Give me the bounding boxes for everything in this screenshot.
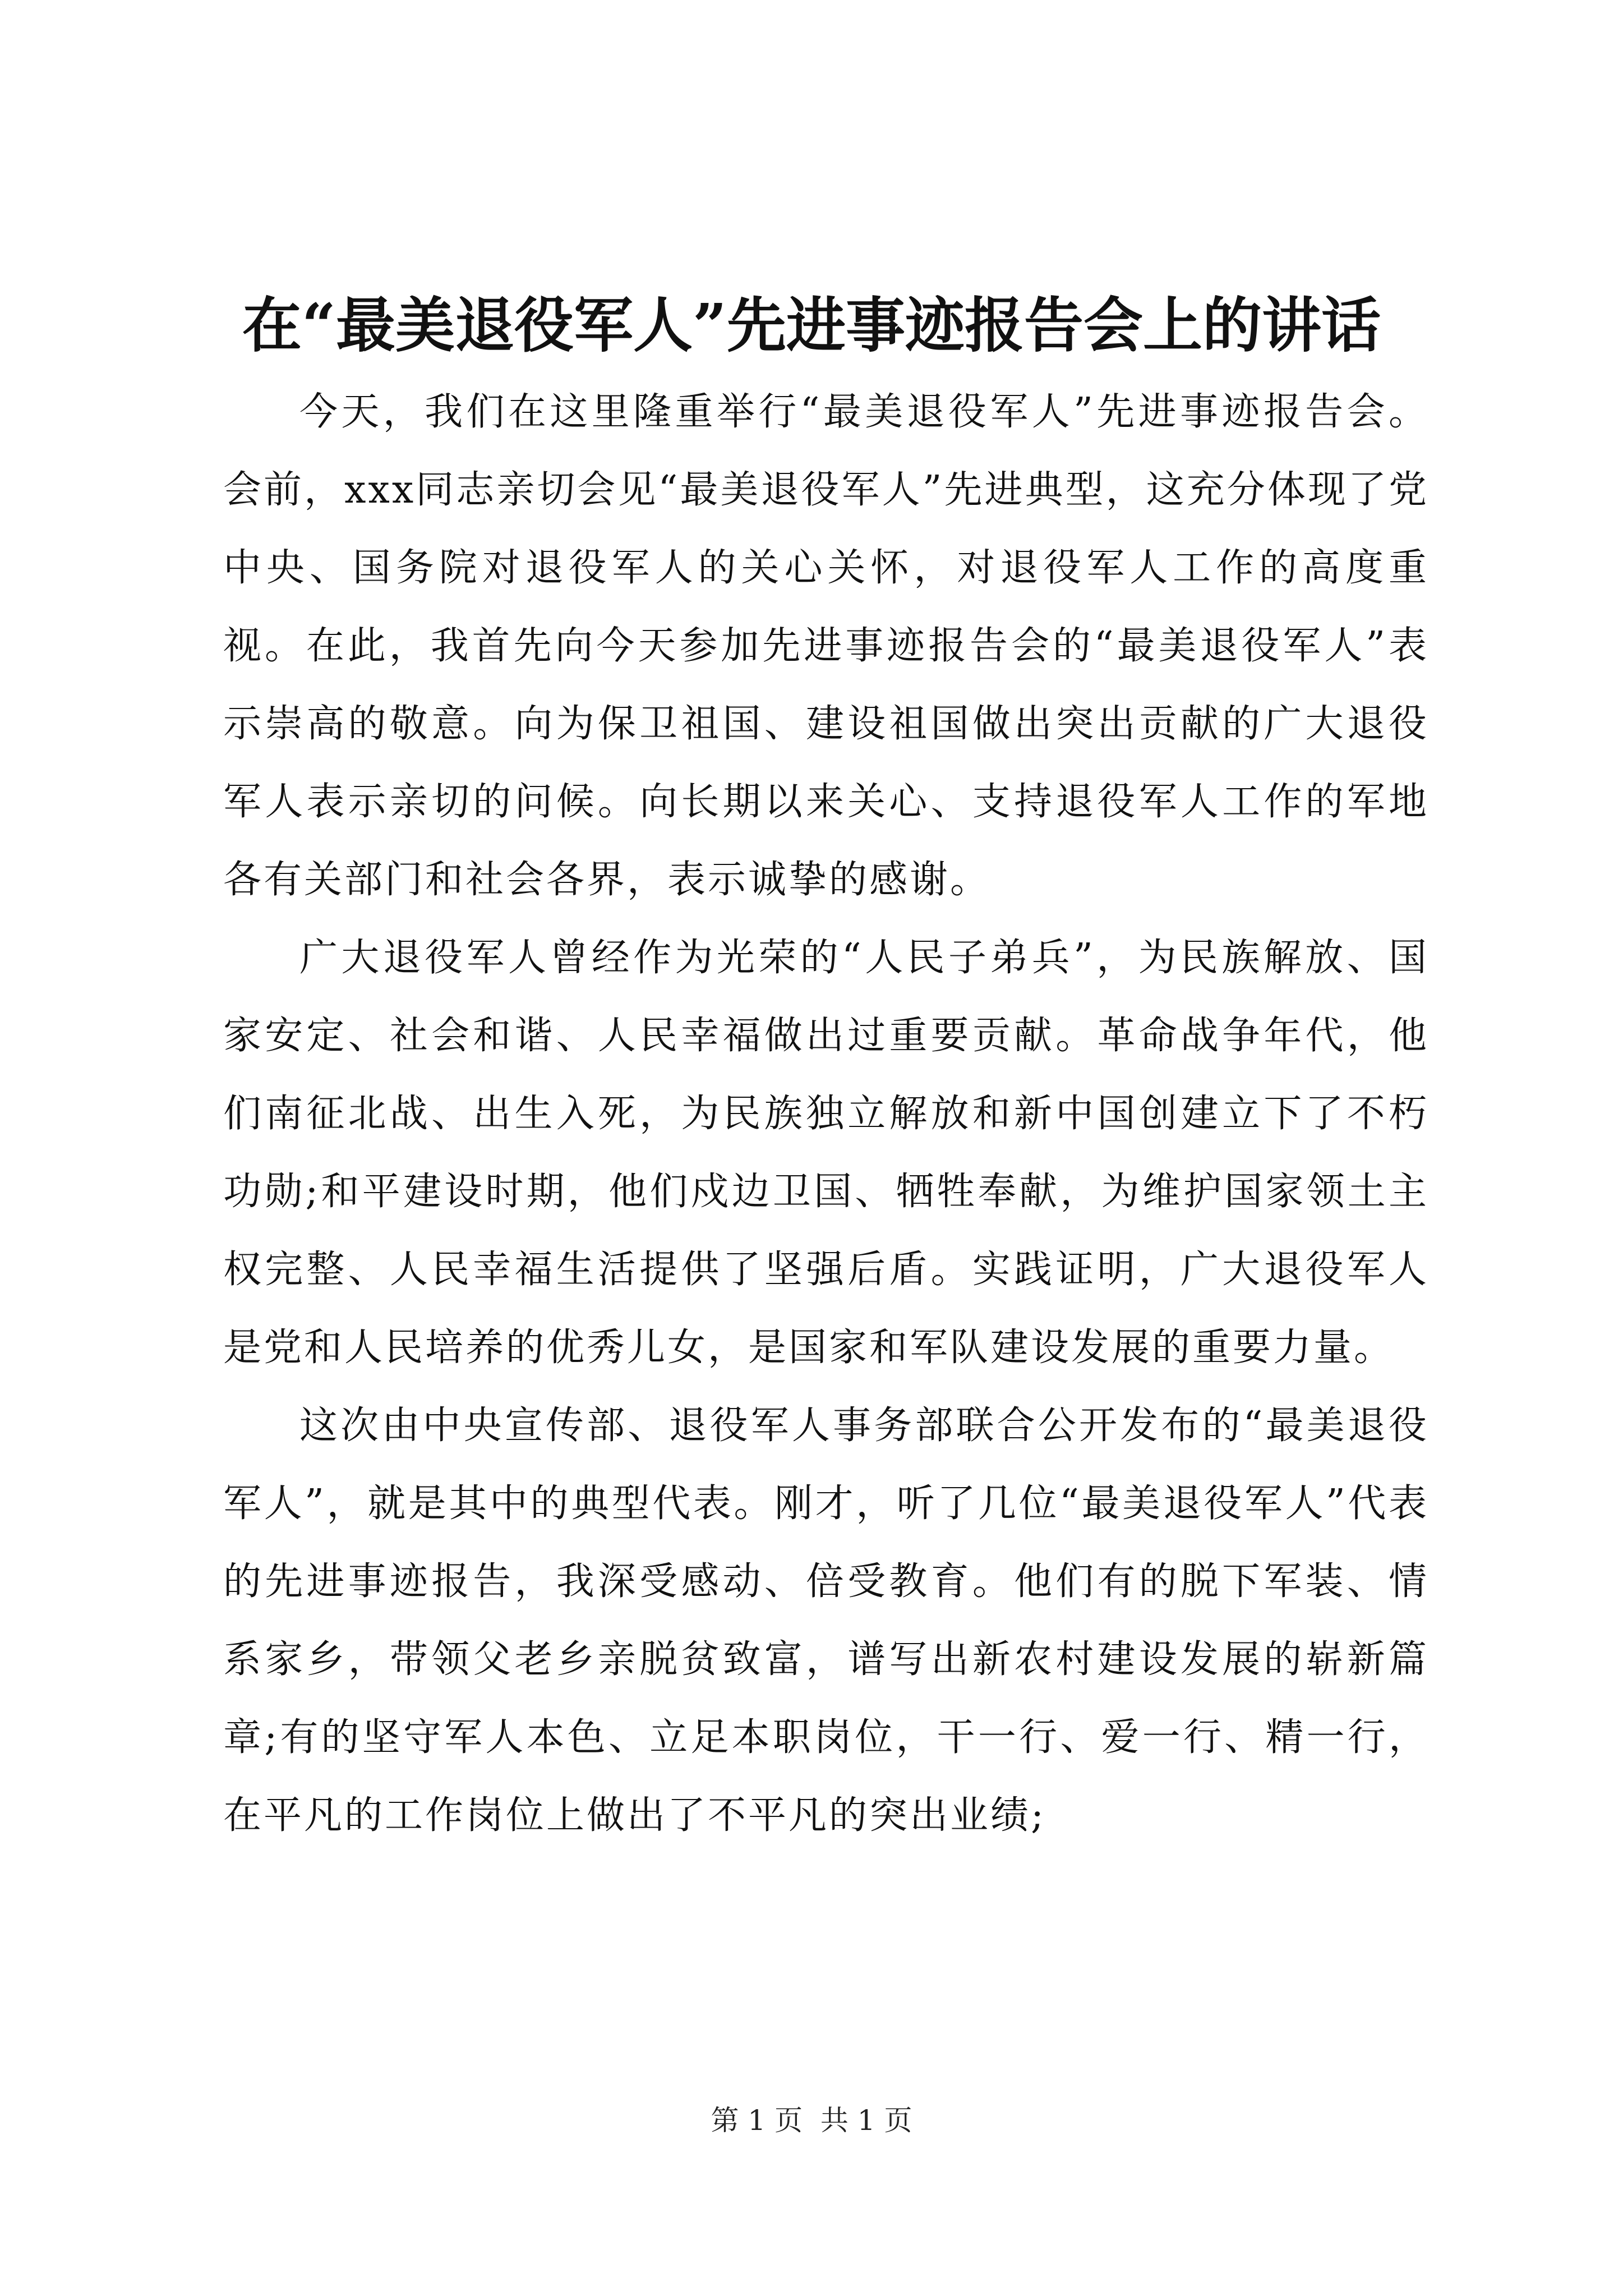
page-footer: 第 1 页 共 1 页	[711, 2104, 912, 2137]
document-body	[223, 373, 1429, 1855]
document-title: 在“最美退役军人”先进事迹报告会上的讲话	[242, 290, 1381, 360]
paragraph-3: 这次由中央宣传部、退役军人事务部联合公开发布的“最美退役军人”，就是其中的典型代表。刚才，听了几位“最美退役军人”代表的先进事迹报告，我深受感动、倍受教育。他们有的脱下军装、情系家乡，带领父老乡亲脱贫致富，谱写出新农村建设发展的崭新篇章;有的坚守军人本色、立足本职岗位，干一行、爱一行、精一行，在平凡的工作岗位上做出了不平凡的突出业绩;	[223, 1404, 1430, 1838]
paragraph-1: 今天，我们在这里隆重举行“最美退役军人”先进事迹报告会。会前，xxx同志亲切会见“最美退役军人”先进典型，这充分体现了党中央、国务院对退役军人的关心关怀，对退役军人工作的高度重视。在此，我首先向今天参加先进事迹报告会的“最美退役军人”表示崇高的敬意。向为保卫祖国、建设祖国做出突出贡献的广大退役军人表示亲切的问候。向长期以来关心、支持退役军人工作的军地各有关部门和社会各界，表示诚挚的感谢。	[223, 390, 1429, 902]
paragraph-2: 广大退役军人曾经作为光荣的“人民子弟兵”，为民族解放、国家安定、社会和谐、人民幸福做出过重要贡献。革命战争年代，他们南征北战、出生入死，为民族独立解放和新中国创建立下了不朽功勋;和平建设时期，他们戍边卫国、牺牲奉献，为维护国家领土主权完整、人民幸福生活提供了坚强后盾。实践证明，广大退役军人是党和人民培养的优秀儿女，是国家和军队建设发展的重要力量。	[223, 936, 1429, 1370]
